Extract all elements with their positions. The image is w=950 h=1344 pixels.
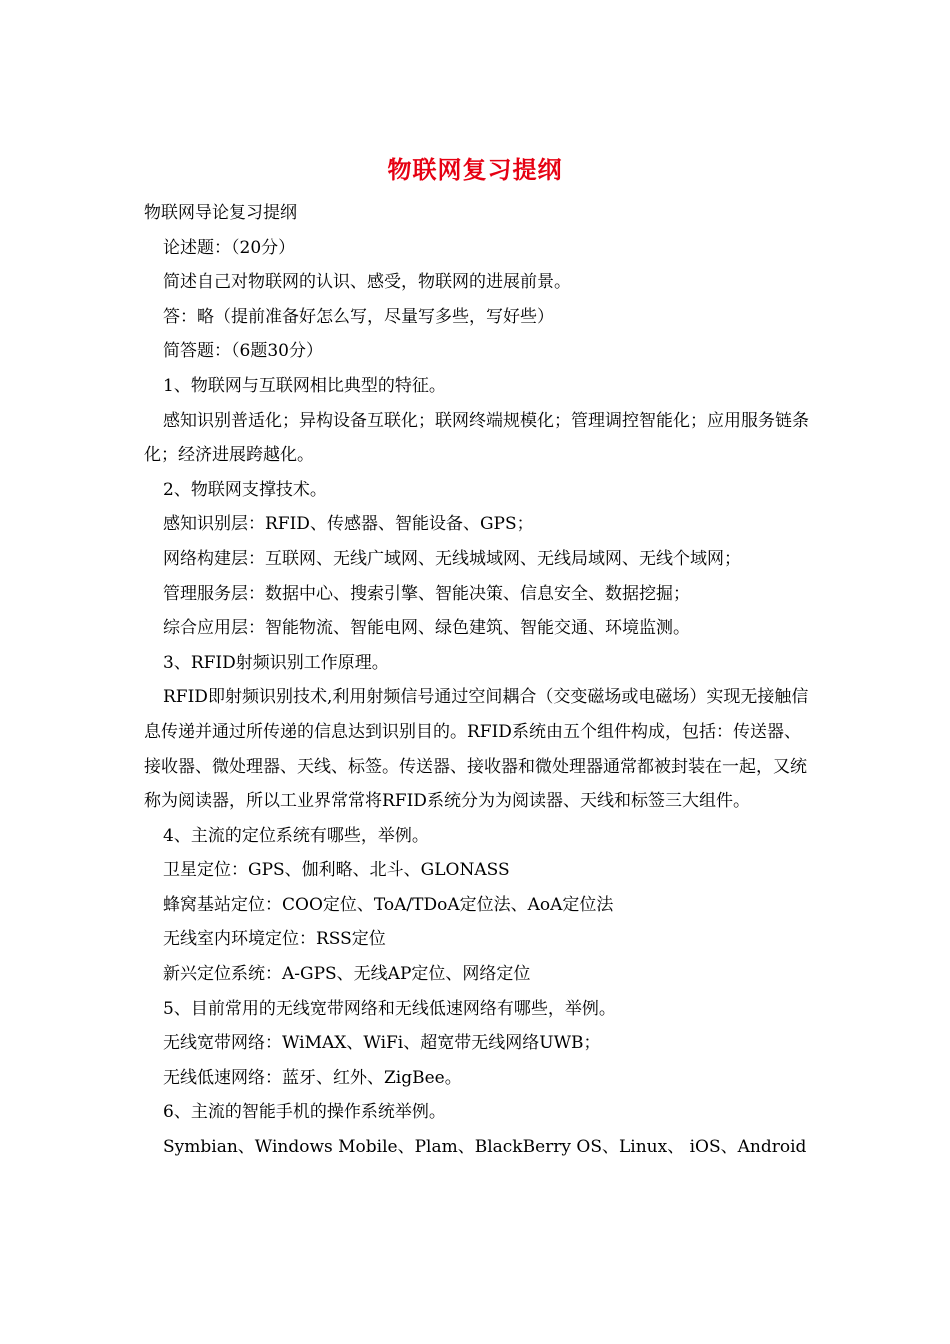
question-heading: 6、主流的智能手机的操作系统举例。	[163, 1102, 446, 1123]
paragraph-subtitle: 物联网导论复习提纲	[144, 203, 297, 223]
document-title: 物联网复习提纲	[387, 155, 563, 184]
question-heading: 4、主流的定位系统有哪些，举例。	[163, 825, 429, 846]
paragraph: 感知识别层：RFID、传感器、智能设备、GPS；	[163, 514, 534, 535]
question-heading: 3、RFID射频识别工作原理。	[163, 652, 389, 673]
paragraph: 感知识别普适化；异构设备互联化；联网终端规模化；管理调控智能化；应用服务链条化；经济进展跨越化。	[144, 410, 809, 466]
paragraph: 蜂窝基站定位：COO定位、ToA/TDoA定位法、AoA定位法	[163, 894, 614, 915]
paragraph: 综合应用层：智能物流、智能电网、绿色建筑、智能交通、环境监测。	[163, 618, 690, 639]
paragraph: 简述自己对物联网的认识、感受，物联网的进展前景。	[163, 272, 571, 293]
question-heading: 1、物联网与互联网相比典型的特征。	[163, 375, 446, 396]
paragraph: 卫星定位：GPS、伽利略、北斗、GLONASS	[163, 860, 510, 881]
paragraph: 答：略（提前准备好怎么写，尽量写多些，写好些）	[163, 306, 554, 327]
paragraph: 新兴定位系统：A-GPS、无线AP定位、网络定位	[163, 964, 531, 985]
paragraph: 网络构建层：互联网、无线广域网、无线城域网、无线局域网、无线个域网；	[163, 548, 741, 569]
paragraph: RFID即射频识别技术,利用射频信号通过空间耦合（交变磁场或电磁场）实现无接触信息传递并通过所传递的信息达到识别目的。RFID系统由五个组件构成，包括：传送器、接收器、微处理器、天线、标签。传送器、接收器和微处理器通常都被封装在一起，又统称为阅读器，所以工业界常常将RFID系统分为为阅读器、天线和标签三大组件。	[144, 687, 809, 812]
paragraph: 无线宽带网络：WiMAX、WiFi、超宽带无线网络UWB；	[163, 1033, 601, 1054]
paragraph: 简答题：（6题30分）	[163, 341, 323, 362]
paragraph: 管理服务层：数据中心、搜索引擎、智能决策、信息安全、数据挖掘；	[163, 583, 690, 604]
paragraph: 无线低速网络：蓝牙、红外、ZigBee。	[163, 1067, 462, 1088]
question-heading: 5、目前常用的无线宽带网络和无线低速网络有哪些，举例。	[163, 998, 616, 1019]
paragraph: Symbian、Windows Mobile、Plam、BlackBerry OS、Linux、 iOS、Android	[163, 1137, 807, 1158]
question-heading: 2、物联网支撑技术。	[163, 479, 327, 500]
document-body	[144, 196, 814, 1165]
paragraph: 无线室内环境定位：RSS定位	[163, 929, 386, 950]
paragraph: 论述题：（20分）	[163, 237, 296, 258]
